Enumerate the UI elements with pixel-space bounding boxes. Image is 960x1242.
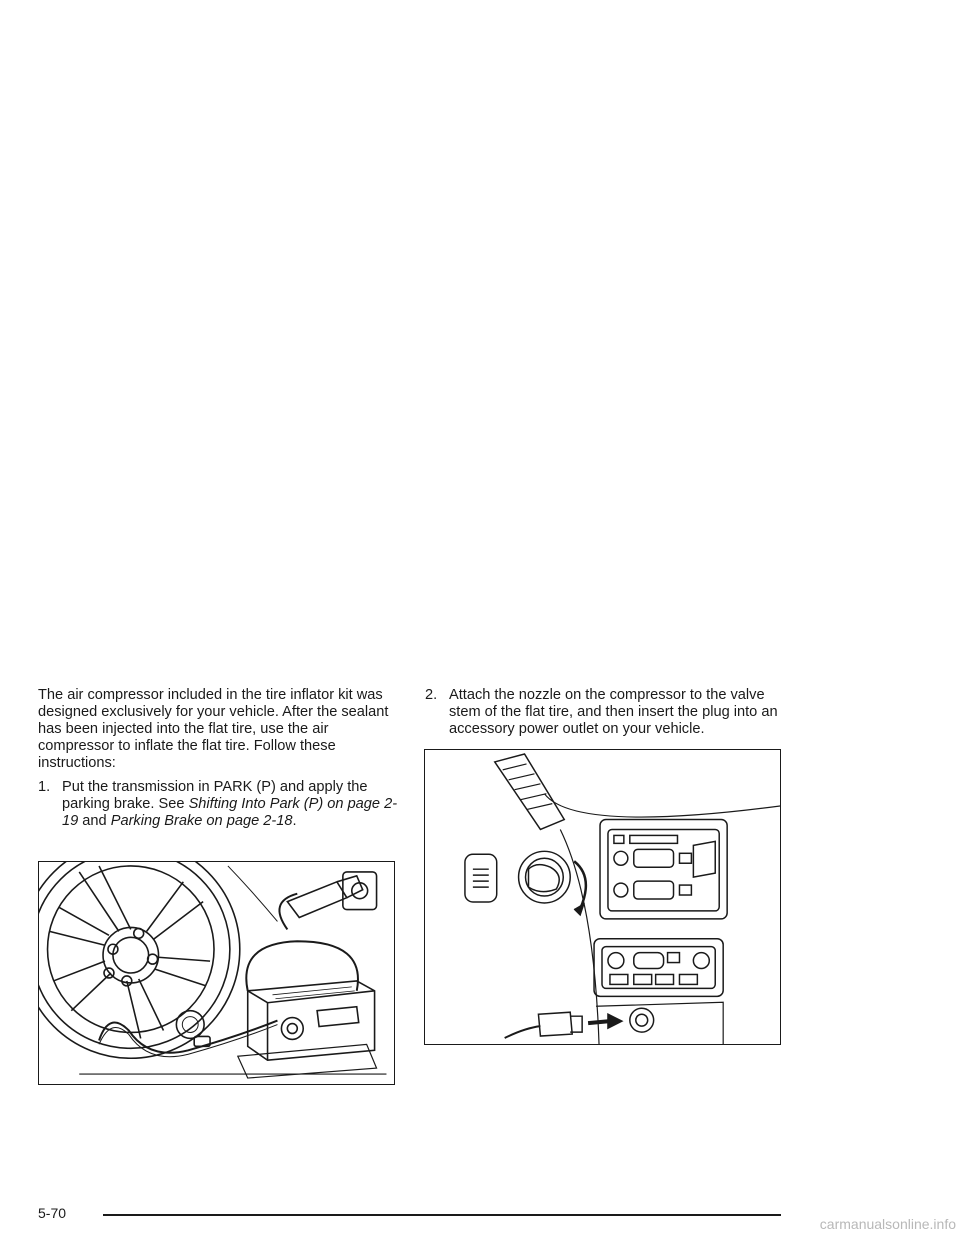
step-1-and: and (82, 813, 107, 829)
insert-arrow-icon (588, 1014, 622, 1028)
power-outlet-icon (630, 1008, 654, 1032)
accessory-outlet-illustration (424, 749, 781, 1045)
intro-paragraph: The air compressor included in the tire inflator kit was designed exclusively for your vehicle. After the sealant has been injected into the flat tire, use the air compressor to inflate the flat tire. Follow these instructions: (38, 687, 389, 771)
right-column (425, 687, 785, 738)
shifting-into-park-link[interactable]: Shifting Into Park (P) on page 2-19 (62, 796, 398, 829)
power-plug-icon (505, 1012, 582, 1038)
wheel-icon (39, 862, 240, 1058)
air-vent-icon (495, 754, 565, 829)
step-2 (425, 687, 785, 738)
step-1-period: . (292, 813, 297, 829)
step-1-text: Put the transmission in PARK (P) and apply the parking brake. See (62, 779, 368, 812)
watermark-text: carmanualsonline.info (819, 1216, 956, 1232)
step-1-number: 1. (38, 779, 51, 795)
parking-brake-link[interactable]: Parking Brake on page 2-18 (110, 813, 293, 829)
climate-control-icon (594, 939, 723, 997)
power-plug-icon (287, 872, 376, 918)
dash-switch-icon (465, 854, 497, 902)
step-2-text: Attach the nozzle on the compressor to the valve stem of the flat tire, and then insert the plug into an accessory power outlet on your vehicle. (449, 687, 778, 737)
page-number: 5-70 (38, 1205, 67, 1221)
radio-panel-icon (600, 820, 727, 919)
ignition-key-icon (519, 851, 586, 915)
left-column (38, 687, 398, 830)
air-compressor-icon (238, 981, 377, 1078)
step-1 (38, 779, 398, 830)
footer-divider (103, 1214, 781, 1216)
compressor-wheel-illustration (38, 861, 395, 1085)
step-2-number: 2. (425, 687, 438, 703)
